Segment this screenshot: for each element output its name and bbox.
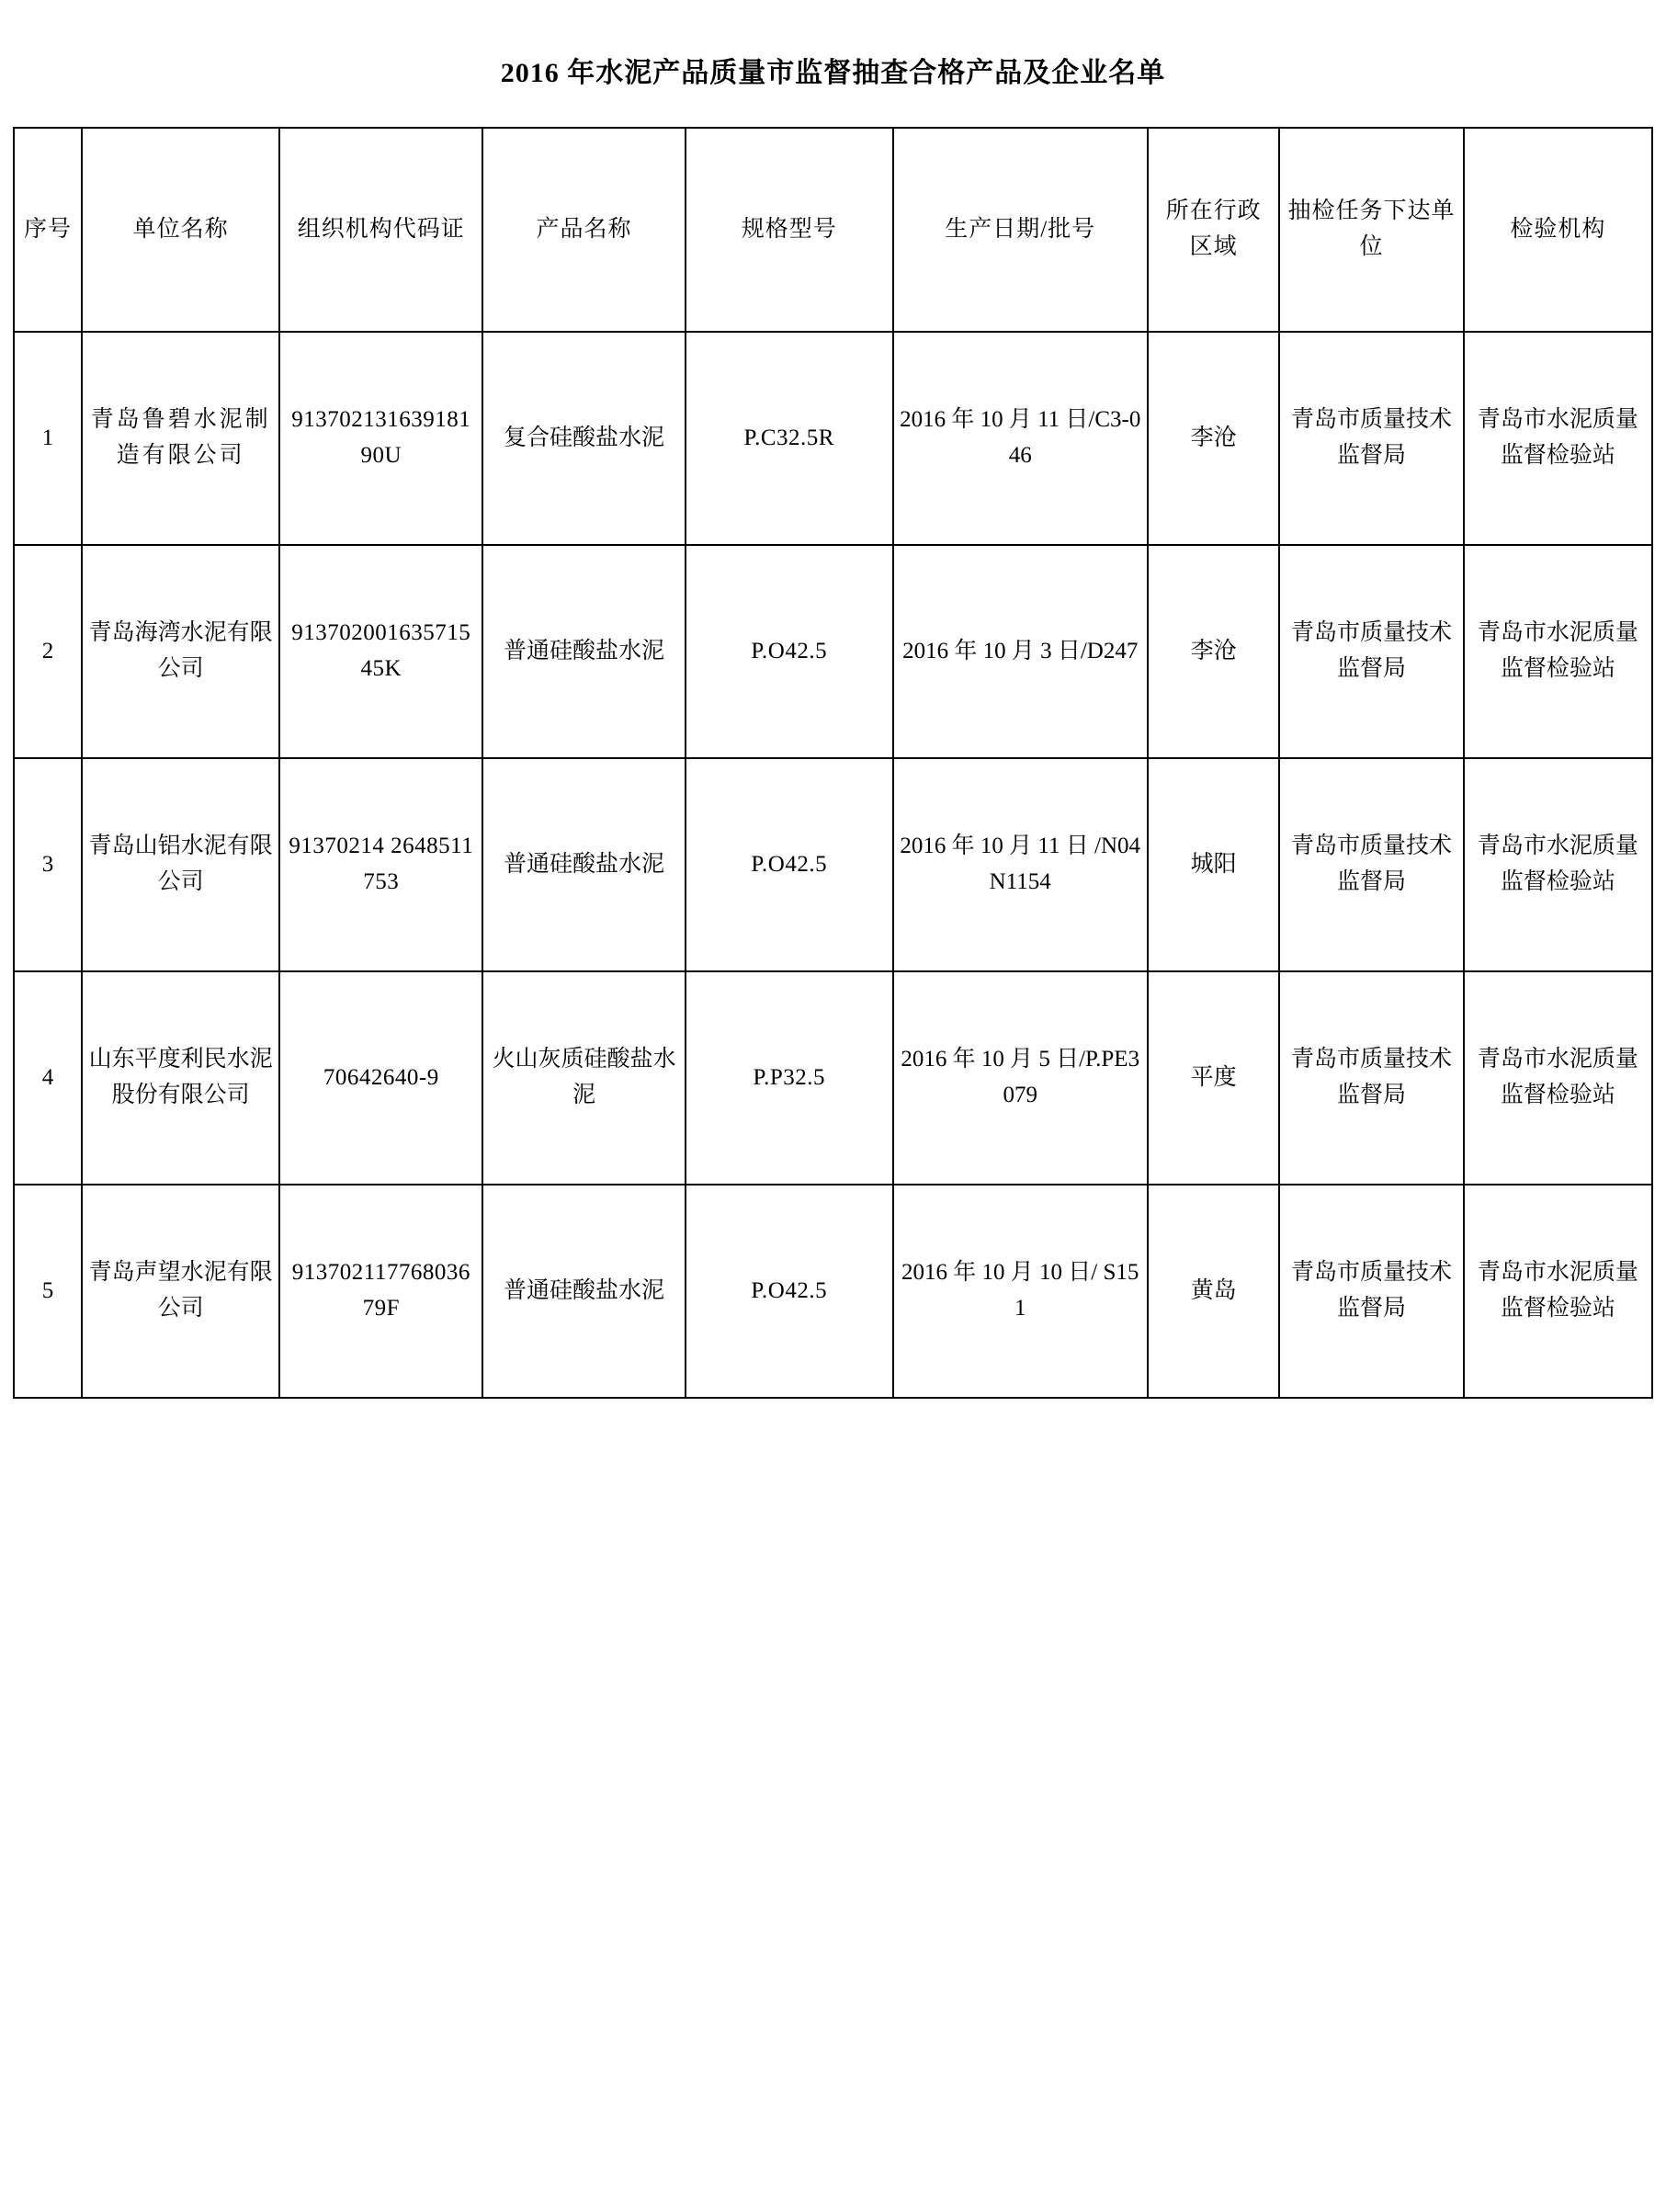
cell-region: 黄岛	[1148, 1185, 1280, 1398]
column-header-institution: 检验机构	[1464, 128, 1652, 332]
table-row	[14, 971, 1652, 1185]
cell-task-unit: 青岛市质量技术监督局	[1279, 545, 1463, 758]
cell-task-unit: 青岛市质量技术监督局	[1279, 1185, 1463, 1398]
cell-product-name: 普通硅酸盐水泥	[482, 545, 686, 758]
column-header-org-code: 组织机构代码证	[279, 128, 482, 332]
table-header	[14, 128, 1652, 332]
cell-task-unit: 青岛市质量技术监督局	[1279, 758, 1463, 971]
cell-spec-model: P.O42.5	[686, 545, 893, 758]
cell-spec-model: P.C32.5R	[686, 332, 893, 545]
cell-product-name: 普通硅酸盐水泥	[482, 1185, 686, 1398]
cell-unit-name: 青岛山铝水泥有限公司	[82, 758, 280, 971]
table-row	[14, 332, 1652, 545]
cell-seq: 1	[14, 332, 82, 545]
cell-spec-model: P.P32.5	[686, 971, 893, 1185]
cell-product-name: 普通硅酸盐水泥	[482, 758, 686, 971]
column-header-seq: 序号	[14, 128, 82, 332]
cell-region: 李沧	[1148, 332, 1280, 545]
cell-institution: 青岛市水泥质量监督检验站	[1464, 545, 1652, 758]
cell-org-code: 91370211776803679F	[279, 1185, 482, 1398]
table-row	[14, 758, 1652, 971]
cell-org-code: 91370214 2648511753	[279, 758, 482, 971]
cell-spec-model: P.O42.5	[686, 1185, 893, 1398]
cell-spec-model: P.O42.5	[686, 758, 893, 971]
column-header-spec-model: 规格型号	[686, 128, 893, 332]
cell-production-date: 2016 年 10 月 10 日/ S151	[893, 1185, 1148, 1398]
cell-seq: 3	[14, 758, 82, 971]
cell-seq: 2	[14, 545, 82, 758]
cell-unit-name: 青岛鲁碧水泥制造有限公司	[82, 332, 280, 545]
cell-production-date: 2016 年 10 月 5 日/P.PE3079	[893, 971, 1148, 1185]
cell-institution: 青岛市水泥质量监督检验站	[1464, 1185, 1652, 1398]
cell-production-date: 2016 年 10 月 11 日 /N04N1154	[893, 758, 1148, 971]
column-header-product-name: 产品名称	[482, 128, 686, 332]
table-row	[14, 1185, 1652, 1398]
cell-unit-name: 青岛声望水泥有限公司	[82, 1185, 280, 1398]
page-title: 2016 年水泥产品质量市监督抽查合格产品及企业名单	[500, 58, 1166, 88]
table-row	[14, 545, 1652, 758]
column-header-task-unit: 抽检任务下达单位	[1279, 128, 1463, 332]
column-header-unit-name: 单位名称	[82, 128, 280, 332]
table-container	[0, 127, 1666, 1399]
cell-production-date: 2016 年 10 月 11 日/C3-046	[893, 332, 1148, 545]
cell-product-name: 火山灰质硅酸盐水泥	[482, 971, 686, 1185]
cell-product-name: 复合硅酸盐水泥	[482, 332, 686, 545]
cell-org-code: 91370213163918190U	[279, 332, 482, 545]
cell-institution: 青岛市水泥质量监督检验站	[1464, 332, 1652, 545]
cell-unit-name: 山东平度利民水泥股份有限公司	[82, 971, 280, 1185]
cell-seq: 5	[14, 1185, 82, 1398]
cell-seq: 4	[14, 971, 82, 1185]
cell-institution: 青岛市水泥质量监督检验站	[1464, 971, 1652, 1185]
cell-task-unit: 青岛市质量技术监督局	[1279, 332, 1463, 545]
table-body	[14, 332, 1652, 1398]
column-header-region: 所在行政区域	[1148, 128, 1280, 332]
cell-unit-name: 青岛海湾水泥有限公司	[82, 545, 280, 758]
cell-production-date: 2016 年 10 月 3 日/D247	[893, 545, 1148, 758]
table-header-row	[14, 128, 1652, 332]
column-header-production-date: 生产日期/批号	[893, 128, 1148, 332]
cell-region: 平度	[1148, 971, 1280, 1185]
cell-region: 城阳	[1148, 758, 1280, 971]
cell-org-code: 91370200163571545K	[279, 545, 482, 758]
cell-institution: 青岛市水泥质量监督检验站	[1464, 758, 1652, 971]
qualified-products-table	[13, 127, 1653, 1399]
cell-region: 李沧	[1148, 545, 1280, 758]
cell-org-code: 70642640-9	[279, 971, 482, 1185]
cell-task-unit: 青岛市质量技术监督局	[1279, 971, 1463, 1185]
